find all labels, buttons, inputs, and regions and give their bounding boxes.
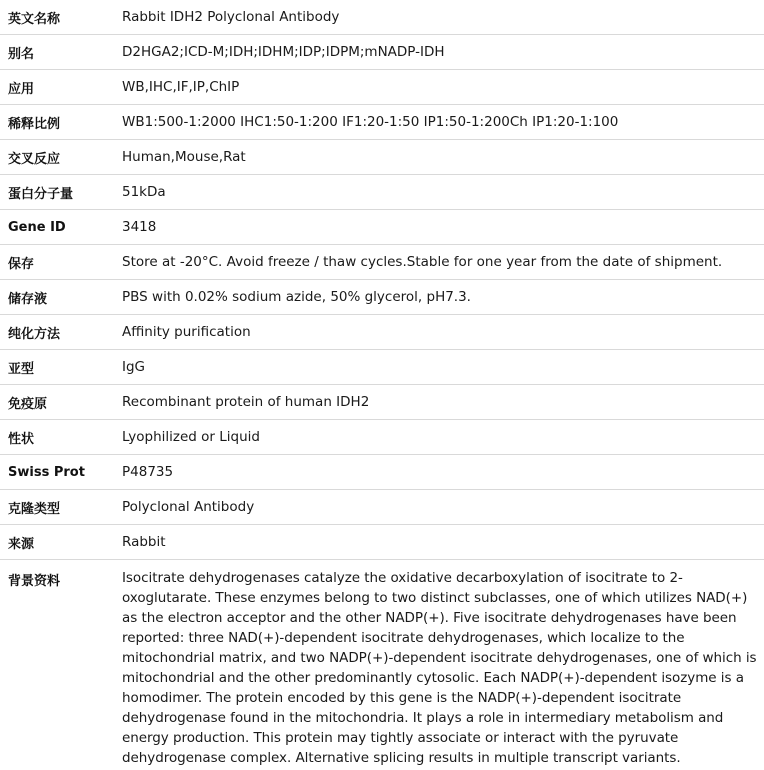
row-label: 蛋白分子量 bbox=[0, 175, 115, 210]
row-host-source bbox=[0, 525, 764, 560]
row-isotype bbox=[0, 350, 764, 385]
row-molecular-weight bbox=[0, 175, 764, 210]
row-purification bbox=[0, 315, 764, 350]
background-description: Isocitrate dehydrogenases catalyze the oxidative decarboxylation of isocitrate to 2-oxoglutarate. These enzymes belong to two distinct subclasses, one of which utilizes NAD(+) as the electron acceptor and the other NADP(+). Five isocitrate dehydrogenases have been reported: three NAD(+)-dependent isocitrate dehydrogenases, which localize to the mitochondrial matrix, and two NADP(+)-dependent isocitrate dehydrogenases, one of which is mitochondrial and the other predominantly cytosolic. Each NADP(+)-dependent isozyme is a homodimer. The protein encoded by this gene is the NADP(+)-dependent isocitrate dehydrogenase found in the mitochondria. It plays a role in intermediary metabolism and energy production. This protein may tightly associate or interact with the pyruvate dehydrogenase complex. Alternative splicing results in multiple transcript variants. bbox=[122, 570, 757, 766]
row-label: 储存液 bbox=[0, 280, 115, 315]
row-label: 交叉反应 bbox=[0, 140, 115, 175]
row-english-name bbox=[0, 0, 764, 35]
row-background bbox=[0, 560, 764, 769]
row-label: 英文名称 bbox=[0, 0, 115, 35]
row-label: 应用 bbox=[0, 70, 115, 105]
row-cross-reactivity bbox=[0, 140, 764, 175]
row-value: Affinity purification bbox=[115, 315, 764, 350]
row-label: 别名 bbox=[0, 35, 115, 70]
row-label: Gene ID bbox=[0, 210, 115, 245]
row-value: IgG bbox=[115, 350, 764, 385]
row-value: WB1:500-1:2000 IHC1:50-1:200 IF1:20-1:50 IP1:50-1:200Ch IP1:20-1:100 bbox=[115, 105, 764, 140]
row-value: Rabbit IDH2 Polyclonal Antibody bbox=[115, 0, 764, 35]
row-dilution bbox=[0, 105, 764, 140]
row-value: D2HGA2;ICD-M;IDH;IDHM;IDP;IDPM;mNADP-IDH bbox=[115, 35, 764, 70]
row-value: Recombinant protein of human IDH2 bbox=[115, 385, 764, 420]
row-label: 性状 bbox=[0, 420, 115, 455]
row-application bbox=[0, 70, 764, 105]
row-label: 亚型 bbox=[0, 350, 115, 385]
row-value: PBS with 0.02% sodium azide, 50% glycerol, pH7.3. bbox=[115, 280, 764, 315]
row-value: Polyclonal Antibody bbox=[115, 490, 764, 525]
row-label: 来源 bbox=[0, 525, 115, 560]
row-alias bbox=[0, 35, 764, 70]
row-value: Store at -20°C. Avoid freeze / thaw cycles.Stable for one year from the date of shipment. bbox=[115, 245, 764, 280]
row-form bbox=[0, 420, 764, 455]
row-label: 保存 bbox=[0, 245, 115, 280]
row-value: Lyophilized or Liquid bbox=[115, 420, 764, 455]
row-value: P48735 bbox=[115, 455, 764, 490]
row-value: 51kDa bbox=[115, 175, 764, 210]
row-storage bbox=[0, 245, 764, 280]
row-label: 克隆类型 bbox=[0, 490, 115, 525]
row-immunogen bbox=[0, 385, 764, 420]
row-label: 稀释比例 bbox=[0, 105, 115, 140]
row-storage-buffer bbox=[0, 280, 764, 315]
row-clonality bbox=[0, 490, 764, 525]
row-value: Human,Mouse,Rat bbox=[115, 140, 764, 175]
row-gene-id bbox=[0, 210, 764, 245]
row-value: Rabbit bbox=[115, 525, 764, 560]
row-label: Swiss Prot bbox=[0, 455, 115, 490]
row-label: 免疫原 bbox=[0, 385, 115, 420]
row-value: WB,IHC,IF,IP,ChIP bbox=[115, 70, 764, 105]
row-swiss-prot bbox=[0, 455, 764, 490]
row-label: 背景资料 bbox=[8, 574, 61, 589]
row-label: 纯化方法 bbox=[0, 315, 115, 350]
row-value: 3418 bbox=[115, 210, 764, 245]
